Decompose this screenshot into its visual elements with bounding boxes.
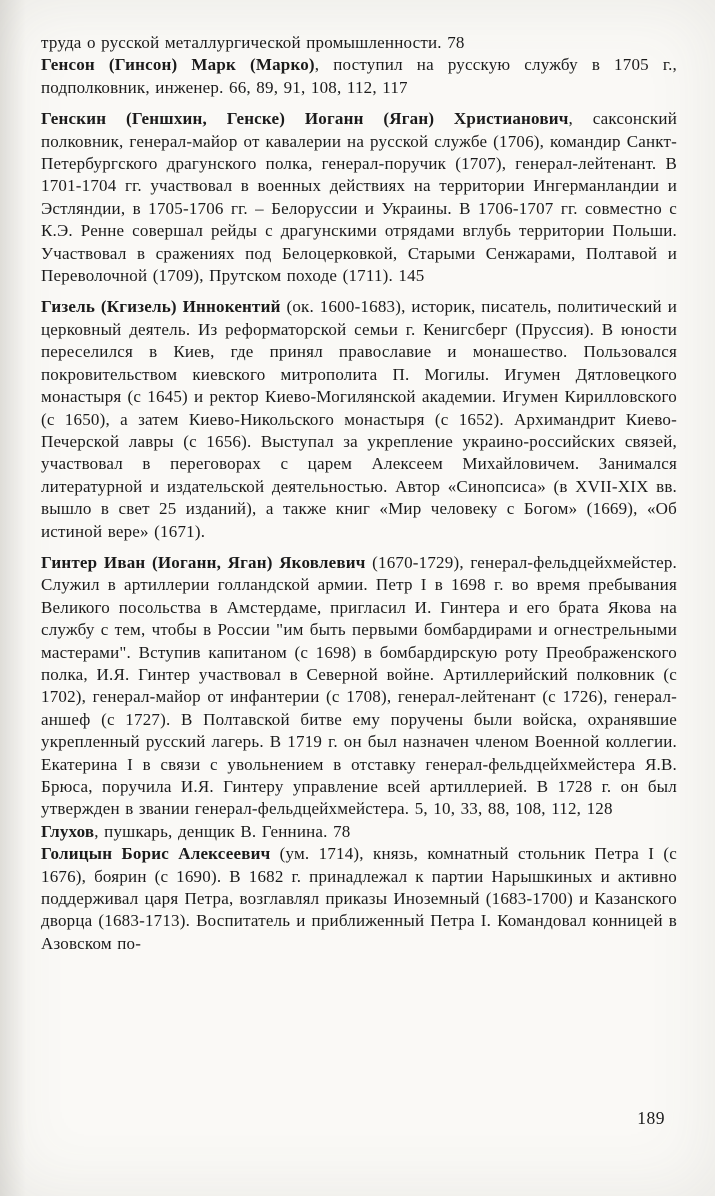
entry-text: , пушкарь, денщик В. Геннина. 78 — [94, 821, 351, 841]
entry-headword: Гинтер Иван (Иоганн, Яган) Яковлевич — [41, 552, 366, 572]
entry-text: (1670-1729), генерал-фельдцейхмейстер. Служил в артиллерии голландской армии. Петр I в 1698 г. во время пребывания Великого посольства в Амстердаме, пригласил И. Гинтера и его брата Якова на службу с тем, чтобы в России "им быть первыми бомбардирами и огнестрельными мастерами". Вступив капитаном (с 1698) в бомбардирскую роту Преображенского полка, И.Я. Гинтер участвовал в Северной войне. Артиллерийский полковник (с 1702), генерал-майор от инфантерии (с 1708), генерал-лейтенант (с 1726), генерал-аншеф (с 1727). В Полтавской битве ему поручены были войска, охранявшие укрепленный русский лагерь. В 1719 г. он был назначен членом Военной коллегии. Екатерина I в связи с увольнением в отставку генерал-фельдцейхмейстера Я.В. Брюса, поручила И.Я. Гинтеру управление всей артиллерией. В 1728 г. он был утвержден в звании генерал-фельдцейхмейстера. 5, 10, 33, 88, 108, 112, 128 — [41, 552, 677, 819]
entry-text: (ум. 1714), князь, комнатный стольник Петра I (с 1676), боярин (с 1690). В 1682 г. принадлежал к партии Нарышкиных и активно поддерживал царя Петра, возглавлял приказы Иноземный (1683-1700) и Казанского дворца (1683-1713). Воспитатель и приближенный Петра I. Командовал конницей в Азовском по- — [41, 844, 677, 953]
entry-text: , поступил на русскую службу в 1705 г., подполковник, инженер. 66, 89, 91, 108, 112, 117 — [41, 55, 677, 97]
entry-genskin — [41, 108, 677, 287]
entry-text: труда о русской металлургической промышленности. 78 — [41, 33, 465, 52]
entry-headword: Гизель (Кгизель) Иннокентий — [41, 297, 281, 317]
page-number: 189 — [637, 1108, 665, 1128]
entry-continuation-fragment — [41, 32, 677, 54]
entry-text: (ок. 1600-1683), историк, писатель, политический и церковный деятель. Из реформаторской семьи г. Кенигсберг (Пруссия). В юности переселился в Киев, где принял православие и монашество. Пользовался покровительством киевского митрополита П. Могилы. Игумен Дятловецкого монастыря (с 1645) и ректор Киево-Могилянской академии. Игумен Кирилловского (с 1650), а затем Киево-Никольского монастыря (с 1652). Архимандрит Киево-Печерской лавры (с 1656). Выступал за укрепление украино-российских связей, участвовал в переговорах с царем Алексеем Михайловичем. Занимался литературной и издательской деятельностью. Автор «Синопсиса» (в XVII-XIX вв. вышло в свет 25 изданий), а также книг «Мир человеку с Богом» (1669), «Об истиной вере» (1671). — [41, 297, 677, 541]
entry-text: , саксонский полковник, генерал-майор от кавалерии на русской службе (1706), командир Санкт-Петербургского драгунского полка, генерал-поручик (1707), генерал-лейтенант. В 1701-1704 гг. участвовал в военных действиях на территории Ингерманландии и Эстляндии, в 1705-1706 гг. – Белоруссии и Украины. В 1706-1707 гг. совместно с К.Э. Ренне совершал рейды с драгунскими отрядами вглубь территории Польши. Участвовал в сражениях под Белоцерковкой, Старыми Сенжарами, Полтавой и Переволочной (1709), Прутском походе (1711). 145 — [41, 109, 677, 286]
entry-headword: Глухов — [41, 821, 95, 841]
entry-golitsyn — [41, 843, 677, 955]
entry-genson — [41, 54, 677, 99]
entry-headword: Генсон (Гинсон) Марк (Марко) — [41, 55, 315, 75]
entry-glukhov — [41, 821, 677, 843]
dictionary-entries — [41, 32, 677, 955]
entry-ginter — [41, 552, 677, 821]
entry-headword: Генскин (Геншхин, Генске) Иоганн (Яган) Христианович — [41, 109, 569, 129]
entry-headword: Голицын Борис Алексеевич — [41, 844, 271, 864]
entry-gizel — [41, 296, 677, 542]
